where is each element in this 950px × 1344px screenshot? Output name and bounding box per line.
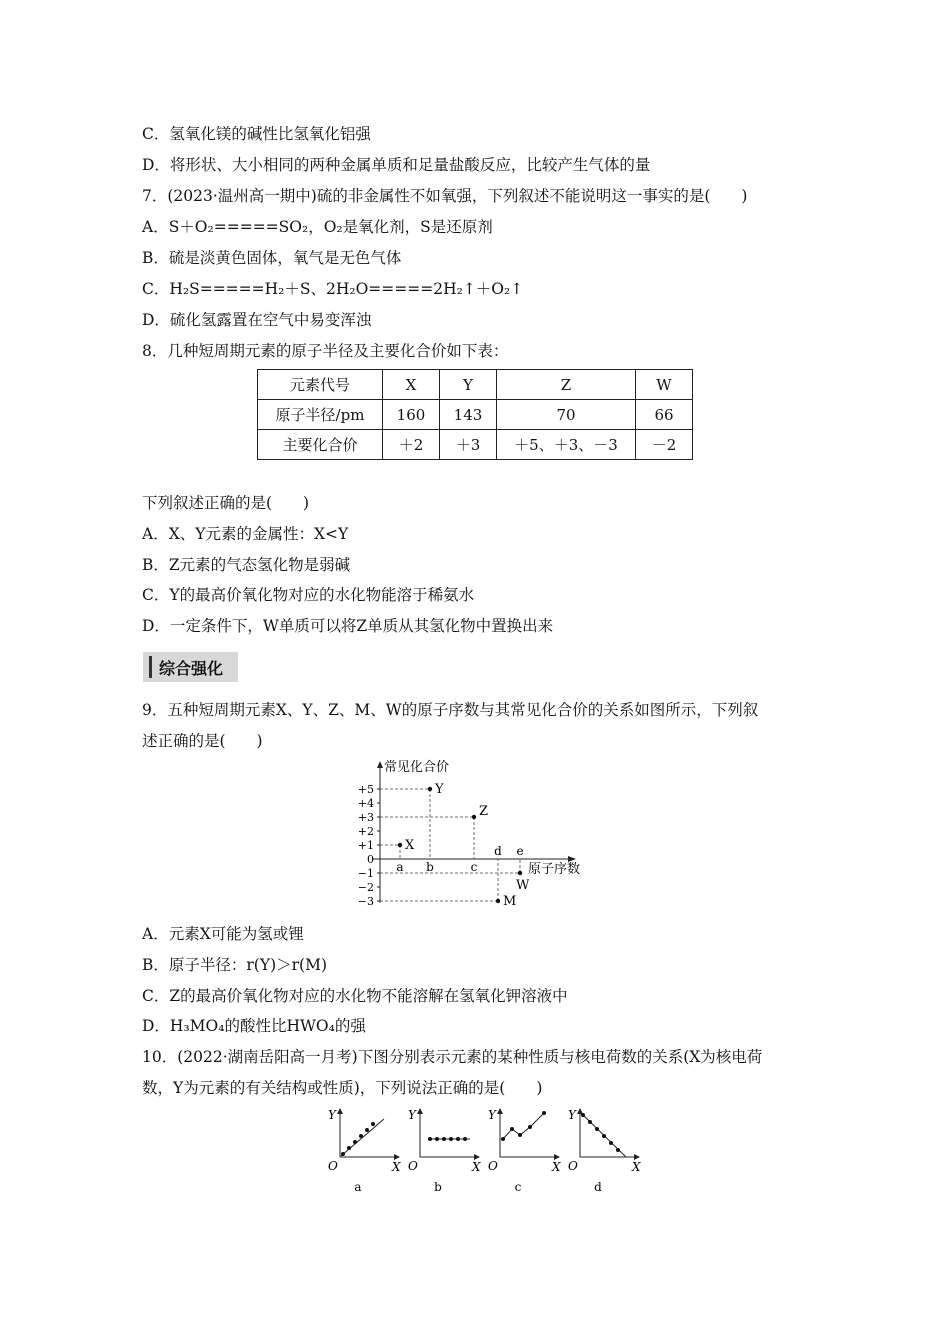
- table-cell: 主要化合价: [258, 430, 383, 460]
- y-tick-label: −2: [357, 881, 374, 894]
- graph-point: [595, 1127, 599, 1131]
- graph-point: [528, 1125, 532, 1129]
- data-point-M: [496, 899, 500, 903]
- graph-origin-label: O: [488, 1159, 498, 1173]
- graph-point: [463, 1137, 467, 1141]
- q9-option-b-text: B．原子半径：r(Y)＞r(M): [142, 956, 328, 974]
- q9-stem-line2: 述正确的是( ): [142, 732, 263, 750]
- data-point-Y: [428, 787, 432, 791]
- table-cell: X: [383, 370, 440, 400]
- q7-option-d: D．硫化氢露置在空气中易变浑浊: [142, 311, 372, 329]
- section-bar: [149, 656, 152, 678]
- table-header-row: [258, 370, 693, 400]
- graph-y-arrow: [337, 1108, 343, 1114]
- y-axis-label: 常见化合价: [384, 760, 450, 775]
- y-tick-label: −3: [357, 895, 374, 908]
- table-cell: 元素代号: [258, 370, 383, 400]
- q8-prompt: 下列叙述正确的是( ): [142, 494, 310, 512]
- table-cell: Z: [497, 370, 636, 400]
- graph-point: [449, 1137, 453, 1141]
- graph-point: [518, 1133, 522, 1137]
- graph-point: [347, 1146, 351, 1150]
- graph-point: [616, 1148, 620, 1152]
- table-cell: 160: [383, 400, 440, 430]
- point-label: M: [503, 894, 517, 909]
- y-tick-label: +4: [357, 797, 374, 810]
- point-label: Z: [479, 804, 489, 819]
- graph-y-label: Y: [488, 1108, 496, 1122]
- data-point-Z: [472, 815, 476, 819]
- y-tick-label: +3: [357, 811, 374, 824]
- q8-option-b: B．Z元素的气态氢化物是弱碱: [142, 556, 351, 574]
- graph-point: [581, 1113, 585, 1117]
- table-cell: ＋5、＋3、－3: [497, 430, 636, 460]
- graph-d: [568, 1108, 641, 1194]
- point-label: X: [405, 838, 415, 853]
- graph-trend-line: [341, 1119, 384, 1156]
- q9-option-b: [142, 955, 327, 975]
- graph-x-label: X: [552, 1160, 561, 1174]
- y-tick-label: +5: [357, 783, 374, 796]
- section-title: 综合强化: [159, 659, 224, 678]
- graph-y-arrow: [417, 1108, 423, 1114]
- graph-point: [371, 1122, 375, 1126]
- graph-y-label: Y: [328, 1108, 336, 1122]
- table-cell: ＋3: [440, 430, 497, 460]
- table-cell: W: [636, 370, 693, 400]
- table-row: [258, 430, 693, 460]
- graph-trend-line: [503, 1113, 544, 1139]
- q7-stem: 7．(2023·温州高一期中)硫的非金属性不如氧强，下列叙述不能说明这一事实的是( ): [142, 187, 748, 205]
- q6-option-c: C．氢氧化镁的碱性比氢氧化铝强: [142, 125, 371, 143]
- graph-point: [542, 1111, 546, 1115]
- graph-point: [501, 1137, 505, 1141]
- q10-graphs: [318, 1105, 641, 1197]
- graph-point: [602, 1134, 606, 1138]
- graph-point: [353, 1140, 357, 1144]
- point-label: Y: [435, 782, 444, 797]
- graph-point: [341, 1152, 345, 1156]
- x-tick-label: c: [470, 860, 478, 874]
- graph-point: [442, 1137, 446, 1141]
- q8-option-d: D．一定条件下，W单质可以将Z单质从其氢化物中置换出来: [142, 617, 554, 635]
- graph-x-label: X: [472, 1160, 481, 1174]
- q9-option-c: C．Z的最高价氧化物对应的水化物不能溶解在氢氧化钾溶液中: [142, 987, 568, 1005]
- data-point-W: [518, 871, 522, 875]
- x-tick-label: e: [516, 844, 524, 858]
- q6-option-d: D．将形状、大小相同的两种金属单质和足量盐酸反应，比较产生气体的量: [142, 156, 651, 174]
- graph-point: [365, 1128, 369, 1132]
- graph-y-arrow: [577, 1108, 583, 1114]
- data-point-X: [398, 843, 402, 847]
- element-table: [257, 369, 693, 460]
- graph-c: [488, 1108, 561, 1194]
- q8-option-a: A．X、Y元素的金属性：X<Y: [142, 525, 349, 543]
- graph-y-label: Y: [568, 1108, 576, 1122]
- table-cell: 66: [636, 400, 693, 430]
- graph-point: [435, 1137, 439, 1141]
- table-cell: －2: [636, 430, 693, 460]
- valence-chart: [350, 755, 600, 915]
- q9-option-a: A．元素X可能为氢或锂: [142, 925, 304, 943]
- q9-stem-line1: 9．五种短周期元素X、Y、Z、M、W的原子序数与其常见化合价的关系如图所示，下列叙: [142, 701, 759, 719]
- x-tick-label: a: [396, 860, 404, 874]
- graph-y-arrow: [497, 1108, 503, 1114]
- graph-caption: c: [514, 1180, 522, 1194]
- table-row: [258, 400, 693, 430]
- table-cell: 70: [497, 400, 636, 430]
- table-cell: Y: [440, 370, 497, 400]
- y-axis-arrow: [377, 761, 383, 768]
- graph-y-label: Y: [408, 1108, 416, 1122]
- q10-stem-line1: 10．(2022·湖南岳阳高一月考)下图分别表示元素的某种性质与核电荷数的关系(X为核电荷: [142, 1048, 763, 1066]
- graph-caption: a: [354, 1180, 362, 1194]
- graph-origin-label: O: [408, 1159, 418, 1173]
- point-label: W: [516, 878, 530, 893]
- q7-option-b: B．硫是淡黄色固体，氧气是无色气体: [142, 249, 402, 267]
- graph-origin-label: O: [568, 1159, 578, 1173]
- q7-option-a: A．S＋O₂=====SO₂，O₂是氧化剂，S是还原剂: [142, 218, 493, 236]
- table-cell: 143: [440, 400, 497, 430]
- graph-point: [588, 1120, 592, 1124]
- q8-option-c: C．Y的最高价氧化物对应的水化物能溶于稀氨水: [142, 586, 475, 604]
- graph-origin-label: O: [328, 1159, 338, 1173]
- y-tick-label: 0: [367, 853, 374, 866]
- y-tick-label: −1: [357, 867, 374, 880]
- graph-point: [428, 1137, 432, 1141]
- y-tick-label: +2: [357, 825, 374, 838]
- graph-point: [359, 1134, 363, 1138]
- q10-stem-line2: 数，Y为元素的有关结构或性质)，下列说法正确的是( ): [142, 1079, 543, 1097]
- q8-stem: 8．几种短周期元素的原子半径及主要化合价如下表：: [142, 342, 509, 360]
- graph-caption: b: [434, 1180, 442, 1194]
- graph-point: [510, 1127, 514, 1131]
- graph-point: [456, 1137, 460, 1141]
- table-cell: ＋2: [383, 430, 440, 460]
- graph-a: [328, 1108, 401, 1194]
- q9-option-d: D．H₃MO₄的酸性比HWO₄的强: [142, 1017, 366, 1035]
- graph-x-label: X: [632, 1160, 641, 1174]
- x-tick-label: b: [426, 860, 434, 874]
- q7-option-c: C．H₂S=====H₂＋S、2H₂O=====2H₂↑＋O₂↑: [142, 280, 524, 298]
- y-tick-label: +1: [357, 839, 374, 852]
- table-cell: 原子半径/pm: [258, 400, 383, 430]
- section-header: [143, 652, 238, 682]
- graph-point: [609, 1141, 613, 1145]
- x-tick-label: d: [494, 844, 502, 858]
- graph-b: [408, 1108, 481, 1194]
- graph-x-label: X: [392, 1160, 401, 1174]
- x-axis-label: 原子序数: [528, 862, 581, 877]
- graph-caption: d: [594, 1180, 602, 1194]
